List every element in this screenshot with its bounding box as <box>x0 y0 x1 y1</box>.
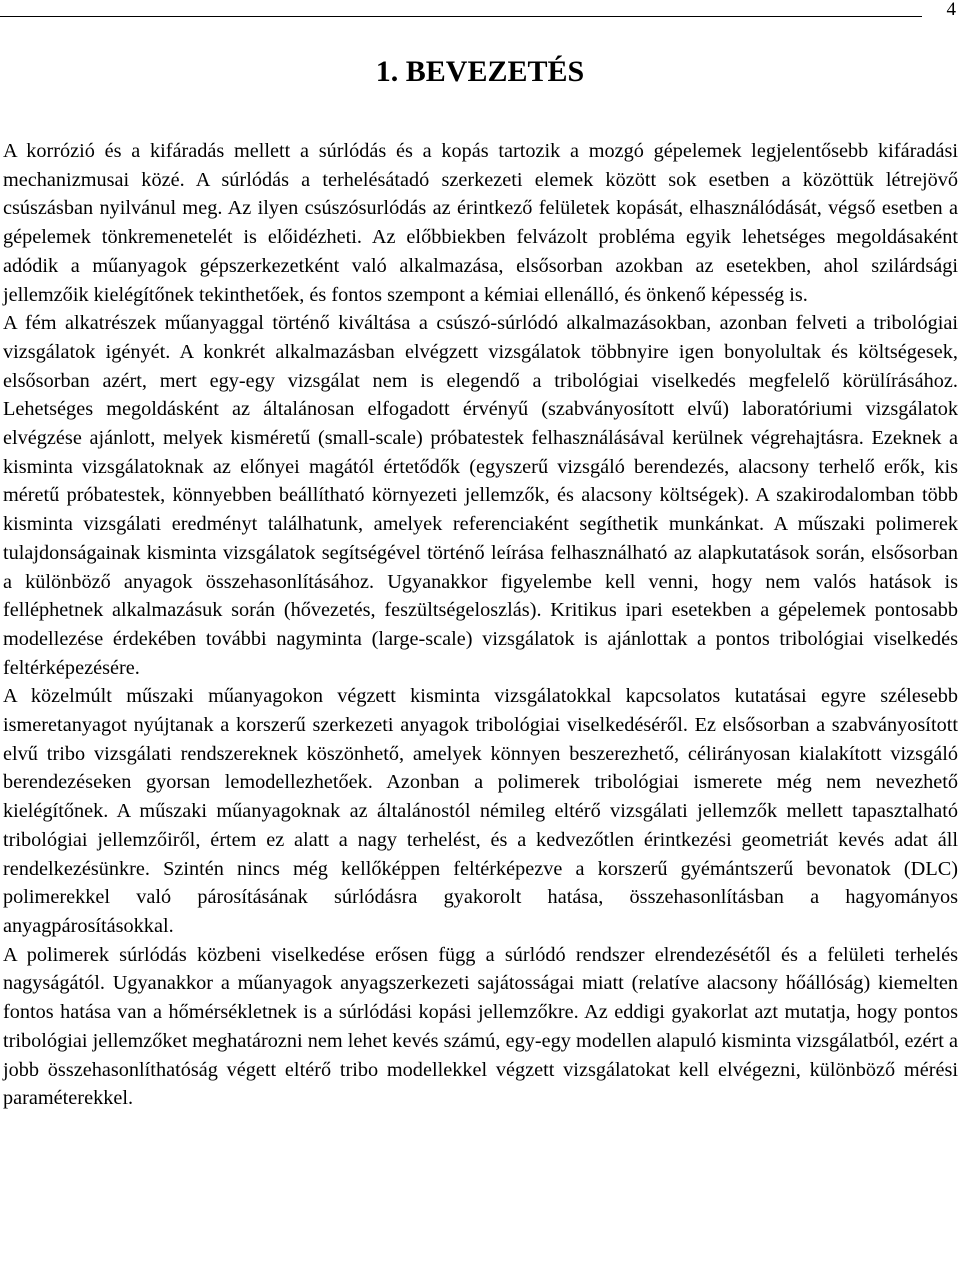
header-rule <box>0 16 922 17</box>
paragraph-4: A polimerek súrlódás közbeni viselkedése erősen függ a súrlódó rendszer elrendezésétől és a felületi terhelés nagyságától. Ugyanakkor a műanyagok anyagszerkezeti sajátosságai miatt (relatíve alacsony hőállóság) kiemelten fontos hatása van a hőmérsékletnek is a súrlódási kopási jellemzőkre. Az eddigi gyakorlat azt mutatja, hogy pontos tribológiai jellemzőket meghatározni nem lehet kevés számú, egy-egy modellen alapuló kisminta vizsgálatból, ezért a jobb összehasonlíthatóság végett eltérő tribo modellekkel végzett vizsgálatokat kell elvégezni, különböző mérési paraméterekkel. <box>3 943 958 1110</box>
paragraph-3: A közelmúlt műszaki műanyagokon végzett kisminta vizsgálatokkal kapcsolatos kutatásai egyre szélesebb ismeretanyagot nyújtanak a korszerű szerkezeti anyagok tribológiai viselkedéséről. Ez elsősorban a szabványosított elvű tribo vizsgálati rendszereknek köszönhető, amelyek könnyen beszerezhető, célirányosan kialakított vizsgáló berendezéseken gyorsan lemodellezhetőek. Azonban a polimerek tribológiai ismerete még nem nevezhető kielégítőnek. A műszaki műanyagoknak az általánostól némileg eltérő vizsgálati jellemzők mellett tapasztalható tribológiai jellemzőiről, értem ez alatt a nagy terhelést, és a kedvezőtlen érintkezési geometriát kevés adat áll rendelkezésünkre. Szintén nincs még kellőképpen feltérképezve a korszerű gyémántszerű bevonatok (DLC) polimerekkel való párosításának súrlódásra gyakorolt hatása, összehasonlításban a hagyományos anyagpárosításokkal. <box>3 685 958 937</box>
paragraph-2: A fém alkatrészek műanyaggal történő kiváltása a csúszó-súrlódó alkalmazásokban, azonban felveti a tribológiai vizsgálatok igényét. A konkrét alkalmazásban elvégzett vizsgálatok többnyire igen bonyolultak és költségesek, elsősorban azért, mert egy-egy vizsgálat nem is elegendő a tribológiai viselkedés megfelelő körülírásához. Lehetséges megoldásként az általánosan elfogadott érvényű (szabványosított elvű) laboratóriumi vizsgálatok elvégzése ajánlott, melyek kisméretű (small-scale) próbatestek felhasználásával kerülnek végrehajtásra. Ezeknek a kisminta vizsgálatoknak az előnyei magától értetődők (egyszerű vizsgáló berendezés, alacsony terhelő erők, kis méretű próbatestek, könnyebben beállítható környezeti jellemzők, és alacsony költségek). A szakirodalomban több kisminta vizsgálati eredményt találhatunk, amelyek referenciaként segíthetik munkánkat. A műszaki polimerek tulajdonságainak kisminta vizsgálatok segítségével történő leírása felhasználható az alapkutatások során, elsősorban a különböző anyagok összehasonlításához. Ugyanakkor figyelembe kell venni, hogy nem valós hatások is felléphetnek alkalmazásuk során (hővezetés, feszültségeloszlás). Kritikus ipari esetekben a gépelemek pontosabb modellezése érdekében további nagyminta (large-scale) vizsgálatok is ajánlottak a pontos tribológiai viselkedés feltérképezésére. <box>3 312 958 679</box>
page-number: 4 <box>946 0 956 20</box>
chapter-title: 1. BEVEZETÉS <box>375 55 585 88</box>
body-text <box>3 137 958 1113</box>
paragraph-1: A korrózió és a kifáradás mellett a súrlódás és a kopás tartozik a mozgó gépelemek legjelentősebb kifáradási mechanizmusai közé. A súrlódás a terhelésátadó szerkezeti elemek között sok esetben a közöttük létrejövő csúszásban nyilvánul meg. Az ilyen csúszósurlódás az érintkező felületek kopását, elhasználódását, végső esetben a gépelemek tönkremenetelét is előidézheti. Az előbbiekben felvázolt probléma egyik lehetséges megoldásaként adódik a műanyagok gépszerkezetként való alkalmazása, elsősorban azokban az esetekben, ahol szilárdsági jellemzőik kielégítőnek tekinthetőek, és fontos szempont a kémiai ellenálló, és önkenő képesség is. <box>3 140 958 306</box>
